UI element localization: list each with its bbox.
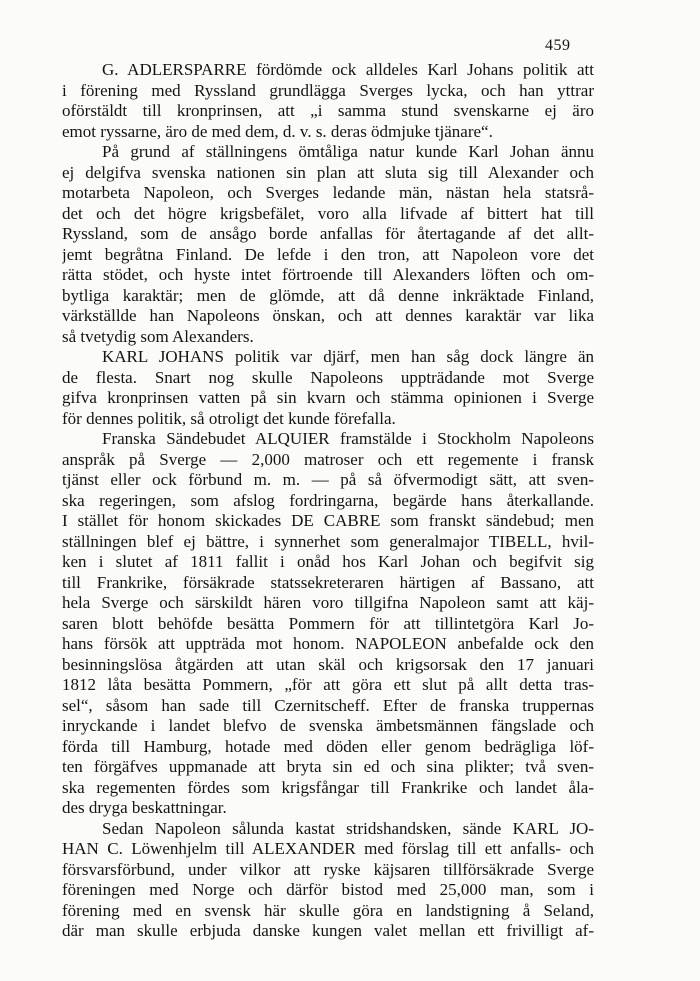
text-line: På grund af ställningens ömtåliga natur kunde Karl Johan ännu [102,142,594,161]
text-line: des dryga beskattningar. [62,798,227,817]
text-line: G. ADLERSPARRE fördömde ock alldeles Karl Johans politik att [102,60,594,79]
text-line: till Frankrike, försäkrade statssekreteraren härtigen af Bassano, att [62,572,594,592]
text-line: hans försök att uppträda mot honom. NAPOLEON anbefalde ock den [62,634,594,653]
text-line: I stället för honom skickades DE CABRE som franskt sändebud; men [62,511,594,530]
text-line: försvarsförbund, under vilkor att ryske käjsaren tillförsäkrade Sverge [62,859,594,879]
page-number: 459 [545,37,571,54]
text-line: värkställde han Napoleons önskan, och att dennes karaktär var lika [62,306,594,325]
text-line: i förening med Ryssland grundlägga Sverges lycka, och han yttrar [62,80,594,100]
text-line: jemt begråtna Finland. De lefde i den tron, att Napoleon vore det [62,244,594,264]
text-line: gifva kronprinsen vatten på sin kvarn och stämma opinionen i Sverge [62,388,594,407]
text-line: bytliga karaktär; men de glömde, att då denne inkräktade Finland, [62,285,594,305]
text-line: så tvetydig som Alexanders. [62,326,254,346]
text-line: HAN C. Löwenhjelm till ALEXANDER med förslag till ett anfalls- och [62,839,594,858]
text-line: KARL JOHANS politik var djärf, men han såg dock längre än [102,347,594,366]
text-line: ten förgäfves uppmanade att bryta sin ed och sina plikter; två sven- [62,757,594,776]
text-line: hela Sverge och särskildt hären voro tillgifna Napoleon samt att käj- [62,593,594,612]
text-line: motarbeta Napoleon, och Sverges ledande män, nästan hela statsrå- [62,183,594,202]
text-line: Franska Sändebudet ALQUIER framstälde i Stockholm Napoleons [102,429,594,448]
text-line: anspråk på Sverge — 2,000 matroser och ett regemente i fransk [62,449,594,469]
text-line: förda till Hamburg, hotade med döden eller genom bedrägliga löf- [62,736,594,756]
text-line: ska regeringen, som afslog fordringarna, begärde hans återkallande. [62,490,594,510]
text-line: ställningen blef ej bättre, i synnerhet som generalmajor TIBELL, hvil- [62,531,594,551]
text-line: föreningen med Norge och därför bistod med 25,000 man, som i [62,880,594,899]
text-line: oförstäldt till kronprinsen, att „i samma stund svenskarne ej äro [62,101,594,120]
text-line: för dennes politik, så otroligt det kunde förefalla. [62,408,396,428]
text-line: de flesta. Snart nog skulle Napoleons uppträdande mot Sverge [62,367,594,387]
text-line: sel“, såsom han sade till Czernitscheff. Efter de franska truppernas [62,695,594,715]
text-line: tjänst eller ock förbund m. m. — på så öfvermodigt sätt, att sven- [62,470,594,489]
text-line: emot ryssarne, äro de med dem, d. v. s. deras ödmjuke tjänare“. [62,121,493,141]
text-line: Ryssland, som de ansågo borde anfallas för återtagande af det allt- [62,224,594,243]
text-line: förening med en svensk här skulle göra en landstigning å Seland, [62,900,594,920]
text-line: ken i slutet af 1811 fallit i onåd hos Karl Johan och begifvit sig [62,552,594,571]
text-line: saren blott behöfde besätta Pommern för att tillintetgöra Karl Jo- [62,613,594,633]
body-text [62,60,594,942]
text-line: inryckande i landet blefvo de svenska ämbetsmännen fängslade och [62,716,594,735]
text-line: ska regementen fördes som krigsfångar till Frankrike och landet åla- [62,777,594,797]
text-line: ej delgifva svenska nationen sin plan att sluta sig till Alexander och [62,162,594,182]
text-line: rätta stödet, och hyste intet förtroende till Alexanders löften och om- [62,265,594,284]
text-line: besinningslösa åtgärden att utan skäl och krigsorsak den 17 januari [62,654,594,674]
text-line: Sedan Napoleon sålunda kastat stridshandsken, sände KARL JO- [102,818,594,838]
text-line: där man skulle erbjuda danske kungen valet mellan ett frivilligt af- [62,921,594,940]
text-line: 1812 låta besätta Pommern, „för att göra ett slut på allt detta tras- [62,675,594,694]
text-line: det och det högre krigsbefälet, voro alla lifvade af bittert hat till [62,203,594,223]
